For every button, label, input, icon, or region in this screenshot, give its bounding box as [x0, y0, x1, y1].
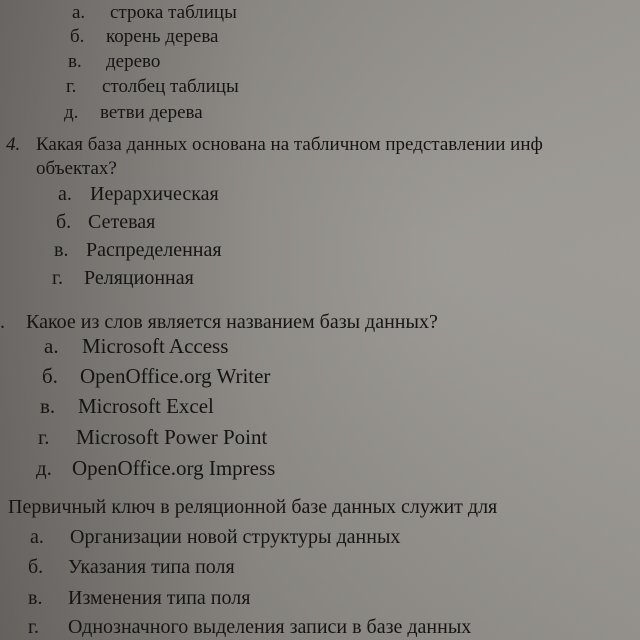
q6-option-c: [28, 587, 250, 610]
option-marker: в.: [28, 587, 43, 609]
q5-option-e: [36, 456, 275, 481]
option-text: дерево: [106, 51, 161, 72]
option-text: Microsoft Access: [82, 334, 229, 358]
option-marker: в.: [54, 239, 69, 261]
option-text: Microsoft Power Point: [76, 425, 268, 449]
q6-option-d: [28, 616, 471, 639]
q5-question: [0, 311, 438, 334]
option-marker: б.: [28, 556, 44, 578]
question-text: Первичный ключ в реляционной базе данных служит для: [8, 496, 498, 518]
option-marker: в.: [40, 394, 56, 418]
q3-option-e: [64, 102, 203, 124]
q5-option-a: [44, 334, 228, 359]
option-marker: б.: [70, 26, 85, 47]
option-marker: г.: [38, 425, 50, 449]
option-marker: г.: [52, 267, 63, 289]
q5-option-c: [40, 394, 214, 419]
q5-option-b: [42, 364, 270, 389]
question-text: Какое из слов является названием базы данных?: [26, 311, 438, 333]
option-text: корень дерева: [106, 26, 219, 47]
option-marker: а.: [30, 526, 44, 548]
option-text: столбец таблицы: [102, 76, 239, 97]
q4-option-c: [54, 239, 222, 262]
q6-question: [8, 496, 497, 519]
q3-option-b: [70, 26, 218, 48]
question-text: объектах?: [36, 158, 117, 179]
q4-question: [6, 134, 543, 156]
option-marker: г.: [66, 76, 77, 97]
q3-option-a: [72, 2, 237, 24]
q3-option-c: [68, 51, 160, 73]
option-text: Организации новой структуры данных: [70, 526, 401, 548]
option-text: Изменения типа поля: [68, 587, 251, 609]
option-marker: д.: [36, 456, 52, 480]
option-text: Реляционная: [84, 267, 194, 289]
option-text: строка таблицы: [110, 2, 237, 23]
question-number: .: [0, 311, 5, 333]
q3-option-d: [66, 76, 239, 98]
q4-option-d: [52, 267, 194, 290]
option-text: Однозначного выделения записи в базе данных: [68, 616, 472, 638]
option-text: OpenOffice.org Writer: [80, 364, 271, 388]
option-marker: а.: [44, 334, 59, 358]
option-text: Microsoft Excel: [78, 394, 214, 418]
option-text: Сетевая: [88, 211, 156, 233]
option-text: Указания типа поля: [68, 556, 235, 578]
option-marker: б.: [42, 364, 58, 388]
q6-option-a: [30, 526, 400, 549]
q6-option-b: [28, 556, 235, 579]
option-text: OpenOffice.org Impress: [72, 456, 276, 480]
q5-option-d: [38, 425, 267, 450]
option-text: ветви дерева: [100, 102, 203, 123]
option-marker: в.: [68, 51, 82, 72]
q4-option-b: [56, 211, 155, 234]
option-marker: а.: [58, 183, 72, 205]
option-marker: а.: [72, 2, 86, 23]
question-number: 4.: [6, 134, 21, 155]
option-marker: д.: [64, 102, 79, 123]
question-text: Какая база данных основана на табличном представлении инф: [36, 134, 543, 155]
option-text: Распределенная: [86, 239, 222, 261]
q4-question-continued: [36, 158, 117, 180]
q4-option-a: [58, 183, 219, 206]
option-text: Иерархическая: [90, 183, 219, 205]
option-marker: г.: [28, 616, 39, 638]
option-marker: б.: [56, 211, 72, 233]
